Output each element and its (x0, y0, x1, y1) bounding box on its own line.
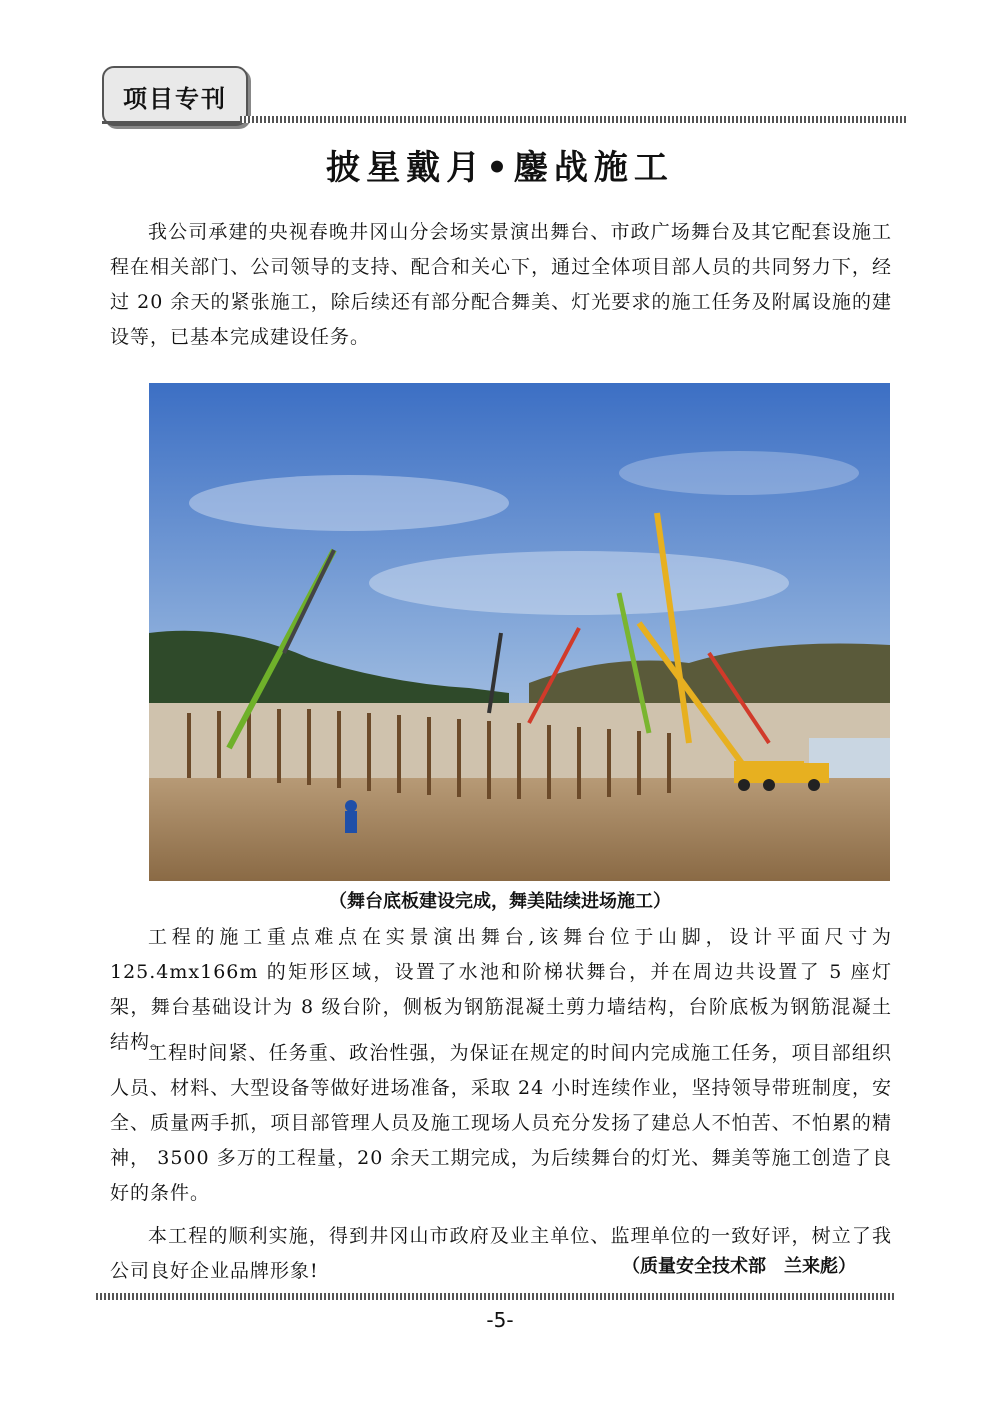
paragraph-intro: 我公司承建的央视春晚井冈山分会场实景演出舞台、市政广场舞台及其它配套设施工程在相关部门、公司领导的支持、配合和关心下，通过全体项目部人员的共同努力下，经过 20 余天的紧张施工，除后续还有部分配合舞美、灯光要求的施工任务及附属设施的建设等，已基本完成建设任务。 (110, 221, 892, 348)
photo-caption: （舞台底板建设完成，舞美陆续进场施工） (329, 891, 671, 912)
article-title: 披星戴月•鏖战施工 (326, 148, 674, 188)
header-rule (240, 116, 906, 123)
page-number: -5- (486, 1308, 514, 1332)
section-tab (102, 66, 248, 126)
author-signature: （质量安全技术部 兰来彪） (622, 1256, 856, 1277)
paragraph-technical: 工程的施工重点难点在实景演出舞台,该舞台位于山脚，设计平面尺寸为 125.4mx166m 的矩形区域，设置了水池和阶梯状舞台，并在周边共设置了 5 座灯架，舞台基础设计为 8 级台阶，侧板为钢筋混凝土剪力墙结构，台阶底板为钢筋混凝土结构。 (110, 926, 892, 1053)
construction-photo (149, 383, 890, 881)
paragraph-schedule: 工程时间紧、任务重、政治性强，为保证在规定的时间内完成施工任务，项目部组织人员、材料、大型设备等做好进场准备，采取 24 小时连续作业，坚持领导带班制度，安全、质量两手抓，项目部管理人员及施工现场人员充分发扬了建总人不怕苦、不怕累的精神， 3500 多万的工程量，20 余天工期完成，为后续舞台的灯光、舞美等施工创造了良好的条件。 (110, 1042, 892, 1204)
header-rule-left (102, 121, 240, 124)
footer-rule (96, 1293, 896, 1300)
paragraph-conclusion: 本工程的顺利实施，得到井冈山市政府及业主单位、监理单位的一致好评，树立了我公司良好企业品牌形象! (110, 1225, 892, 1282)
section-tab-label: 项目专刊 (123, 84, 227, 113)
